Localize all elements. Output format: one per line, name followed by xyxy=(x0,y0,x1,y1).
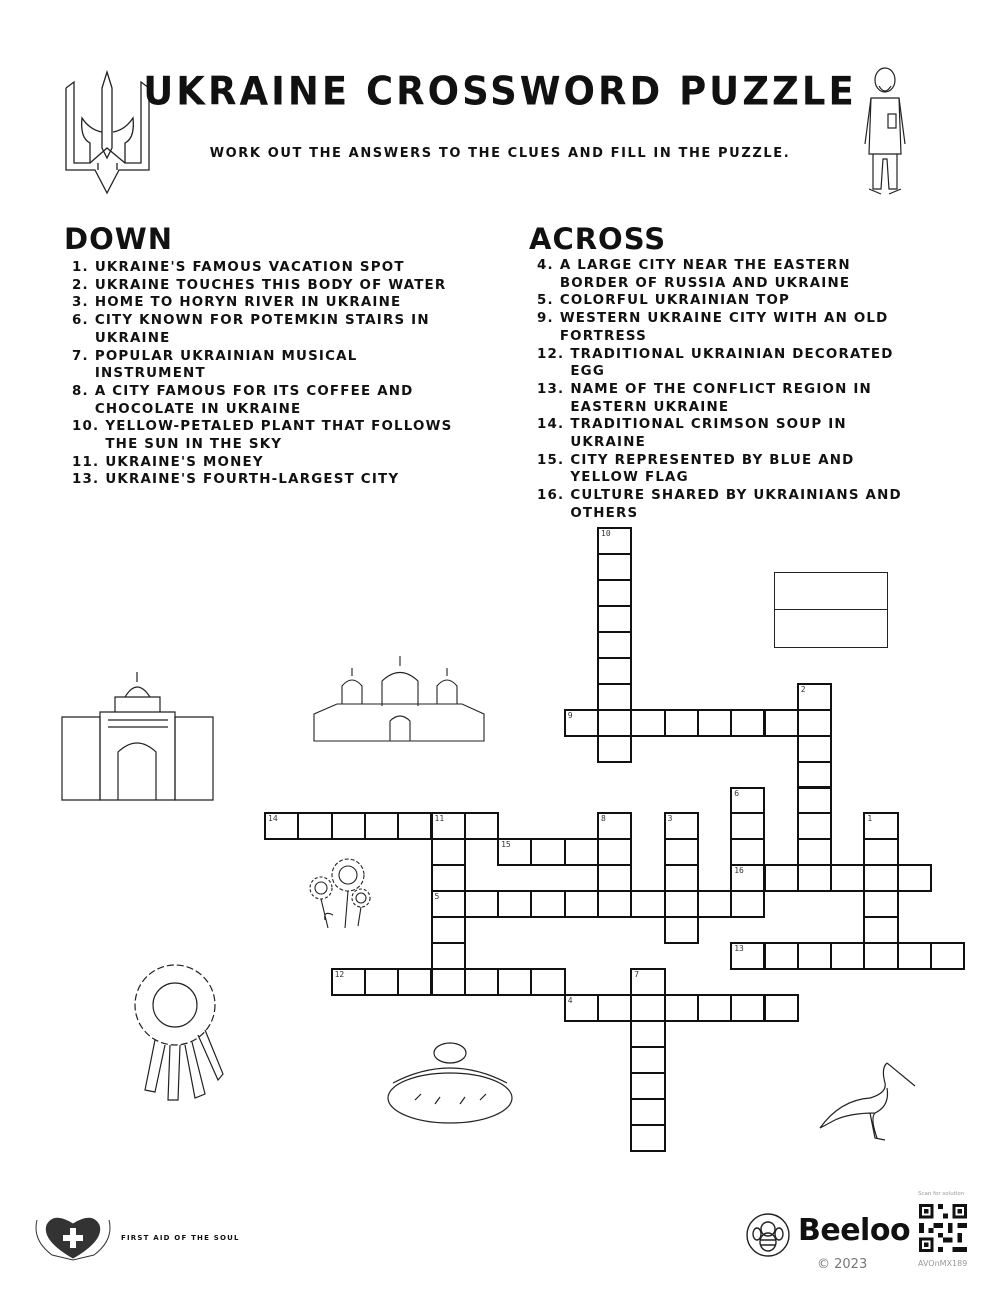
clue-item xyxy=(537,257,917,292)
crossword-cell[interactable] xyxy=(797,864,832,892)
crossword-cell[interactable] xyxy=(764,994,799,1022)
across-heading: ACROSS xyxy=(529,222,667,256)
crossword-cell[interactable] xyxy=(497,890,532,918)
clue-number: 10. xyxy=(72,419,100,435)
crossword-cell[interactable] xyxy=(597,631,632,659)
crossword-cell[interactable] xyxy=(597,812,632,840)
across-clue-list xyxy=(537,257,917,523)
crossword-cell[interactable] xyxy=(764,942,799,970)
crossword-cell[interactable] xyxy=(597,994,632,1022)
clue-number: 1. xyxy=(72,260,89,275)
crossword-cell[interactable] xyxy=(630,1020,665,1048)
cell-number: 10 xyxy=(601,529,611,538)
clue-item xyxy=(537,381,917,416)
clue-text: NAME OF THE CONFLICT REGION IN EASTERN UKRAINE xyxy=(570,381,872,415)
crossword-cell[interactable] xyxy=(564,709,599,737)
clue-item xyxy=(72,294,472,312)
crossword-cell[interactable] xyxy=(630,1072,665,1100)
crossword-cell[interactable] xyxy=(564,890,599,918)
crossword-cell[interactable] xyxy=(630,1098,665,1126)
product-code: AVOnMX189 xyxy=(918,1259,968,1268)
instructions: WORK OUT THE ANSWERS TO THE CLUES AND FILL IN THE PUZZLE. xyxy=(209,146,791,161)
crossword-cell[interactable] xyxy=(764,709,799,737)
crossword-cell[interactable] xyxy=(730,812,765,840)
clue-item xyxy=(72,277,472,295)
crossword-cell[interactable] xyxy=(863,942,898,970)
man-illustration xyxy=(855,64,915,199)
crossword-cell[interactable] xyxy=(730,890,765,918)
crossword-cell[interactable] xyxy=(630,1046,665,1074)
crossword-cell[interactable] xyxy=(464,968,499,996)
clue-number: 13. xyxy=(537,381,565,397)
crossword-cell[interactable] xyxy=(597,605,632,633)
charity-name: FIRST AID OF THE SOUL xyxy=(121,1234,240,1242)
crossword-cell[interactable] xyxy=(597,579,632,607)
clue-number: 6. xyxy=(72,313,89,329)
crossword-cell[interactable] xyxy=(497,838,532,866)
clue-text: UKRAINE'S FOURTH-LARGEST CITY xyxy=(105,472,400,488)
crossword-cell[interactable] xyxy=(797,761,832,789)
cell-number: 4 xyxy=(567,996,573,1006)
clue-item xyxy=(72,348,472,383)
crossword-cell[interactable] xyxy=(597,735,632,763)
crossword-cell[interactable] xyxy=(664,838,699,866)
crossword-cell[interactable] xyxy=(730,864,765,892)
clue-text: POPULAR UKRAINIAN MUSICAL INSTRUMENT xyxy=(94,348,358,382)
crossword-cell[interactable] xyxy=(863,916,898,944)
crossword-cell[interactable] xyxy=(530,838,565,866)
crossword-cell[interactable] xyxy=(630,968,665,996)
crossword-cell[interactable] xyxy=(364,968,399,996)
cell-number: 16 xyxy=(734,866,744,876)
crossword-cell[interactable] xyxy=(597,838,632,866)
crossword-cell[interactable] xyxy=(730,838,765,866)
qr-code[interactable] xyxy=(918,1204,968,1252)
clue-number: 15. xyxy=(537,452,565,468)
clue-text: TRADITIONAL UKRAINIAN DECORATED EGG xyxy=(570,346,894,380)
clue-text: UKRAINE'S MONEY xyxy=(105,454,264,470)
clue-item xyxy=(537,416,917,451)
brand-name: Beeloo xyxy=(798,1213,911,1248)
cell-number: 13 xyxy=(734,944,744,954)
bread-illustration xyxy=(385,1038,515,1132)
clue-item xyxy=(72,259,472,277)
clue-text: CULTURE SHARED BY UKRAINIANS AND OTHERS xyxy=(570,488,902,521)
crossword-cell[interactable] xyxy=(431,942,466,970)
clue-number: 14. xyxy=(537,417,565,433)
crossword-cell[interactable] xyxy=(664,890,699,918)
cell-number: 6 xyxy=(734,788,740,798)
crossword-cell[interactable] xyxy=(297,812,332,840)
clue-number: 7. xyxy=(72,348,89,364)
clue-text: UKRAINE TOUCHES THIS BODY OF WATER xyxy=(94,277,447,293)
cell-number: 9 xyxy=(567,710,573,720)
crossword-cell[interactable] xyxy=(431,916,466,944)
crossword-cell[interactable] xyxy=(597,527,632,555)
crossword-cell[interactable] xyxy=(364,812,399,840)
clue-item xyxy=(537,310,917,345)
clue-number: 9. xyxy=(537,311,554,327)
crossword-cell[interactable] xyxy=(397,968,432,996)
clue-text: CITY REPRESENTED BY BLUE AND YELLOW FLAG xyxy=(570,452,855,486)
cell-number: 15 xyxy=(501,840,511,850)
clue-number: 11. xyxy=(72,454,100,470)
crossword-cell[interactable] xyxy=(331,812,366,840)
qr-caption: Scan for solution xyxy=(918,1191,965,1197)
crossword-cell[interactable] xyxy=(797,709,832,737)
crossword-cell[interactable] xyxy=(664,916,699,944)
crossword-cell[interactable] xyxy=(630,709,665,737)
crossword-cell[interactable] xyxy=(597,657,632,685)
crossword-cell[interactable] xyxy=(564,838,599,866)
crossword-cell[interactable] xyxy=(830,864,865,892)
clue-number: 4. xyxy=(537,258,554,273)
crossword-cell[interactable] xyxy=(564,994,599,1022)
clue-item xyxy=(537,346,917,381)
crossword-cell[interactable] xyxy=(697,994,732,1022)
wreath-illustration xyxy=(130,960,225,1109)
clue-text: HOME TO HORYN RIVER IN UKRAINE xyxy=(94,295,402,311)
crossword-cell[interactable] xyxy=(664,709,699,737)
crossword-cell[interactable] xyxy=(530,890,565,918)
clue-number: 3. xyxy=(72,295,89,311)
clue-text: CITY KNOWN FOR POTEMKIN STAIRS IN UKRAINE xyxy=(94,313,430,346)
crossword-cell[interactable] xyxy=(431,812,466,840)
crossword-cell[interactable] xyxy=(597,890,632,918)
clue-number: 16. xyxy=(537,488,565,504)
crossword-cell[interactable] xyxy=(597,709,632,737)
crossword-cell[interactable] xyxy=(697,890,732,918)
crossword-cell[interactable] xyxy=(797,942,832,970)
crossword-cell[interactable] xyxy=(530,968,565,996)
crossword-cell[interactable] xyxy=(630,994,665,1022)
clue-number: 2. xyxy=(72,277,89,293)
stork-illustration xyxy=(815,1058,920,1147)
crossword-cell[interactable] xyxy=(897,942,932,970)
crossword-cell[interactable] xyxy=(730,994,765,1022)
crossword-cell[interactable] xyxy=(397,812,432,840)
clue-text: WESTERN UKRAINE CITY WITH AN OLD FORTRESS xyxy=(559,311,889,344)
clue-item xyxy=(537,452,917,487)
crossword-cell[interactable] xyxy=(464,812,499,840)
crossword-cell[interactable] xyxy=(464,890,499,918)
clue-number: 12. xyxy=(537,346,565,362)
golden-gate-illustration xyxy=(60,672,215,806)
flag-outline xyxy=(774,572,888,648)
crossword-cell[interactable] xyxy=(664,864,699,892)
crossword-cell[interactable] xyxy=(730,787,765,815)
crossword-cell[interactable] xyxy=(431,838,466,866)
cell-number: 7 xyxy=(634,970,640,980)
crossword-cell[interactable] xyxy=(597,553,632,581)
down-clue-list xyxy=(72,259,472,489)
crossword-cell[interactable] xyxy=(797,787,832,815)
crossword-cell[interactable] xyxy=(597,683,632,711)
crossword-cell[interactable] xyxy=(630,890,665,918)
crossword-cell[interactable] xyxy=(930,942,965,970)
cell-number: 3 xyxy=(667,814,673,824)
heart-hands-logo xyxy=(32,1210,114,1266)
cathedral-illustration xyxy=(312,656,487,750)
bee-logo-icon xyxy=(745,1212,791,1262)
cell-number: 8 xyxy=(601,814,606,824)
sunflowers-illustration xyxy=(303,850,373,934)
clue-text: A LARGE CITY NEAR THE EASTERN BORDER OF RUSSIA AND UKRAINE xyxy=(559,258,851,291)
crossword-cell[interactable] xyxy=(797,812,832,840)
crossword-cell[interactable] xyxy=(730,709,765,737)
crossword-cell[interactable] xyxy=(863,890,898,918)
crossword-cell[interactable] xyxy=(497,968,532,996)
crossword-cell[interactable] xyxy=(597,864,632,892)
clue-item xyxy=(72,312,472,347)
crossword-cell[interactable] xyxy=(897,864,932,892)
clue-item xyxy=(72,418,472,453)
clue-text: TRADITIONAL CRIMSON SOUP IN UKRAINE xyxy=(570,417,847,451)
clue-text: UKRAINE'S FAMOUS VACATION SPOT xyxy=(94,260,405,275)
cell-number: 1 xyxy=(867,814,873,824)
crossword-cell[interactable] xyxy=(697,709,732,737)
crossword-cell[interactable] xyxy=(431,864,466,892)
crossword-cell[interactable] xyxy=(431,890,466,918)
clue-item xyxy=(537,487,917,522)
clue-item xyxy=(537,292,917,310)
crossword-cell[interactable] xyxy=(730,942,765,970)
cell-number: 2 xyxy=(800,684,806,694)
crossword-cell[interactable] xyxy=(863,838,898,866)
cell-number: 11 xyxy=(434,814,445,824)
cell-number: 5 xyxy=(434,892,440,902)
copyright: © 2023 xyxy=(817,1257,868,1272)
crossword-cell[interactable] xyxy=(863,812,898,840)
crossword-cell[interactable] xyxy=(797,735,832,763)
crossword-cell[interactable] xyxy=(797,683,832,711)
crossword-cell[interactable] xyxy=(664,994,699,1022)
clue-item xyxy=(72,454,472,472)
clue-item xyxy=(72,471,472,489)
clue-text: YELLOW-PETALED PLANT THAT FOLLOWS THE SUN IN THE SKY xyxy=(105,419,453,453)
crossword-cell[interactable] xyxy=(830,942,865,970)
cell-number: 12 xyxy=(334,970,345,980)
down-heading: DOWN xyxy=(64,222,173,256)
crossword-cell[interactable] xyxy=(331,968,366,996)
clue-item xyxy=(72,383,472,418)
crossword-cell[interactable] xyxy=(630,1124,665,1152)
page-title: UKRAINE CROSSWORD PUZZLE xyxy=(143,68,857,115)
cell-number: 14 xyxy=(268,814,278,824)
crossword-cell[interactable] xyxy=(431,968,466,996)
clue-text: COLORFUL UKRAINIAN TOP xyxy=(559,293,791,309)
crossword-cell[interactable] xyxy=(863,864,898,892)
clue-number: 8. xyxy=(72,383,89,399)
clue-number: 13. xyxy=(72,472,100,488)
crossword-cell[interactable] xyxy=(797,838,832,866)
clue-text: A CITY FAMOUS FOR ITS COFFEE AND CHOCOLATE IN UKRAINE xyxy=(94,383,414,417)
crossword-cell[interactable] xyxy=(764,864,799,892)
clue-number: 5. xyxy=(537,293,554,309)
crossword-cell[interactable] xyxy=(664,812,699,840)
crossword-cell[interactable] xyxy=(264,812,299,840)
